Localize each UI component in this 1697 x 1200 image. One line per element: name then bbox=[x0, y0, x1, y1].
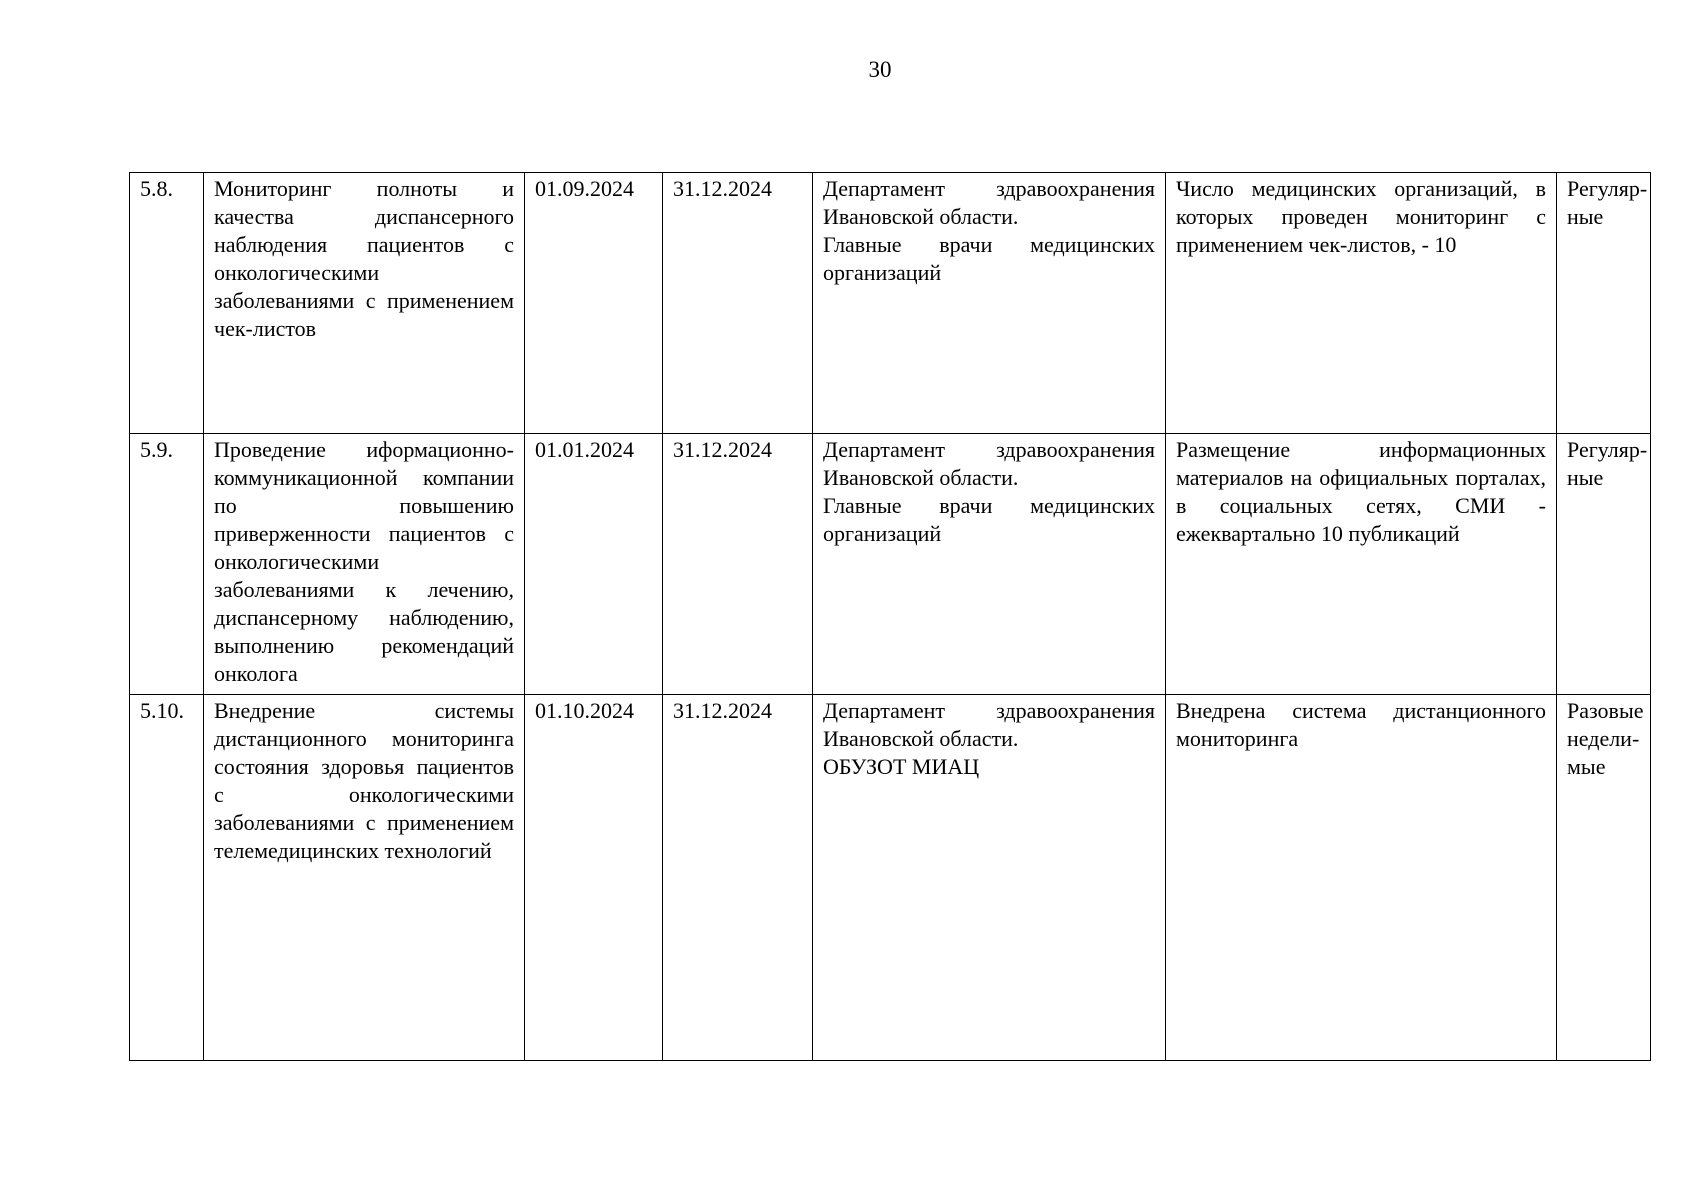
row-number: 5.10. bbox=[130, 695, 204, 1061]
responsible-line: ОБУЗОТ МИАЦ bbox=[823, 754, 980, 779]
start-date-cell: 01.09.2024 bbox=[525, 173, 663, 434]
activity-cell: Внедрение системы дистанционного мониторинга состояния здоровья пациентов с онкологическими заболеваниями с применением телемедицинских технологий bbox=[204, 695, 525, 1061]
start-date-cell: 01.01.2024 bbox=[525, 434, 663, 695]
activity-cell: Проведение иформационно-коммуникационной компании по повышению приверженности пациентов с онкологическими заболеваниями к лечению, диспансерному наблюдению, выполнению рекомендаций онколога bbox=[204, 434, 525, 695]
row-number: 5.8. bbox=[130, 173, 204, 434]
type-cell: Регуляр-ные bbox=[1557, 434, 1651, 695]
table-row bbox=[130, 173, 1651, 434]
responsible-line: Департамент здравоохранения Ивановской области. bbox=[823, 698, 1155, 751]
result-cell: Размещение информационных материалов на официальных порталах, в социальных сетях, СМИ - ежеквартально 10 публикаций bbox=[1166, 434, 1557, 695]
responsible-cell bbox=[813, 695, 1166, 1061]
end-date-cell: 31.12.2024 bbox=[663, 173, 813, 434]
table-row bbox=[130, 434, 1651, 695]
type-cell: Регуляр-ные bbox=[1557, 173, 1651, 434]
plan-table bbox=[129, 172, 1651, 1061]
end-date-cell: 31.12.2024 bbox=[663, 434, 813, 695]
responsible-cell bbox=[813, 434, 1166, 695]
responsible-line: Департамент здравоохранения Ивановской области. bbox=[823, 437, 1155, 490]
start-date-cell: 01.10.2024 bbox=[525, 695, 663, 1061]
table-row bbox=[130, 695, 1651, 1061]
row-number: 5.9. bbox=[130, 434, 204, 695]
responsible-line: Главные врачи медицинских организаций bbox=[823, 493, 1155, 546]
type-cell: Разовые недели-мые bbox=[1557, 695, 1651, 1061]
responsible-cell bbox=[813, 173, 1166, 434]
responsible-line: Департамент здравоохранения Ивановской области. bbox=[823, 176, 1155, 229]
result-cell: Внедрена система дистанционного мониторинга bbox=[1166, 695, 1557, 1061]
responsible-line: Главные врачи медицинских организаций bbox=[823, 232, 1155, 285]
activity-cell: Мониторинг полноты и качества диспансерного наблюдения пациентов с онкологическими заболеваниями с применением чек-листов bbox=[204, 173, 525, 434]
page-number: 30 bbox=[868, 57, 892, 82]
result-cell: Число медицинских организаций, в которых проведен мониторинг с применением чек-листов, - 10 bbox=[1166, 173, 1557, 434]
end-date-cell: 31.12.2024 bbox=[663, 695, 813, 1061]
